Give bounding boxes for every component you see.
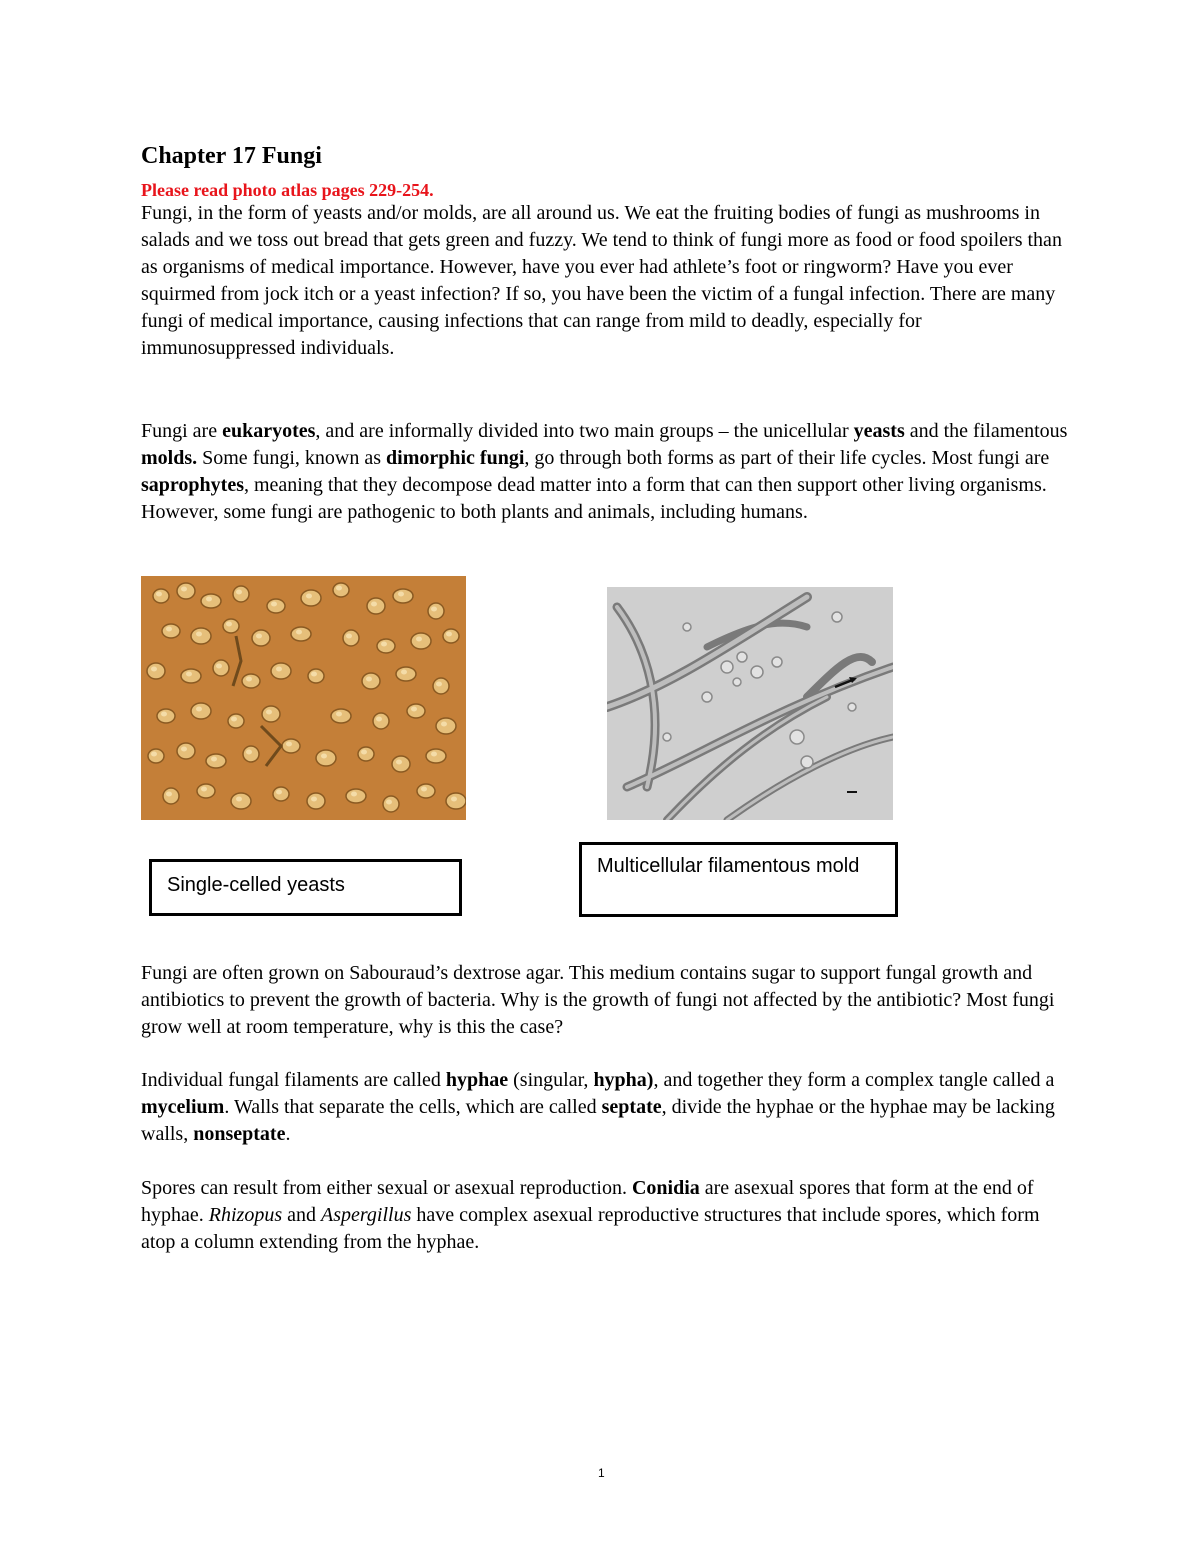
mold-micrograph-image [607,587,893,820]
text-run: have complex asexual reproductive structures that include spores, which form atop a column extending from the hyphae. [141,1204,1040,1253]
bold-term: nonseptate [193,1123,286,1145]
bold-term: hypha) [593,1069,654,1091]
bold-term: mycelium [141,1096,225,1118]
text-run: . [285,1123,291,1145]
yeast-micrograph-image [141,576,466,820]
text-run: Fungi are often grown on Sabouraud’s dextrose agar. This medium contains sugar to support fungal growth and antibiotics to prevent the growth of bacteria. Why is the growth of fungi not affected by the antibiotic? Most fungi grow well at room temperature, why is this the case? [141,962,1055,1038]
reading-assignment: Please read photo atlas pages 229-254. [141,180,434,200]
bold-term: dimorphic fungi [386,447,525,469]
bold-term: septate [601,1096,662,1118]
mold-micrograph [607,587,893,820]
text-run: Spores can result from either sexual or asexual reproduction. [141,1177,632,1199]
text-run: Individual fungal filaments are called [141,1069,446,1091]
yeast-caption: Single-celled yeasts [167,874,345,896]
chapter-title: Chapter 17 Fungi [141,143,322,169]
text-run: and the filamentous [904,420,1068,442]
bold-term: hyphae [445,1069,509,1091]
bold-term: yeasts [853,420,905,442]
spores-paragraph [141,1175,1071,1256]
text-run: Some fungi, known as [197,447,387,469]
text-run: and [282,1204,321,1226]
yeast-micrograph [141,576,466,820]
text-run: , divide the hyphae or the hyphae may be lacking walls, [141,1096,1055,1145]
text-run: , and together they form a complex tangle called a [653,1069,1055,1091]
bold-term: Conidia [631,1177,700,1199]
text-run: , and are informally divided into two main groups – the unicellular [315,420,854,442]
hyphae-paragraph [141,1067,1071,1148]
text-run: are asexual spores that form at the end of hyphae. [141,1177,1034,1226]
text-run: , meaning that they decompose dead matter into a form that can then support other living organisms. However, some fungi are pathogenic to both plants and animals, including humans. [141,474,1047,523]
intro-paragraph [141,200,1071,362]
bold-term: eukaryotes [222,420,316,442]
text-run: (singular, [508,1069,594,1091]
text-run: , go through both forms as part of their life cycles. Most fungi are [524,447,1050,469]
italic-term: Rhizopus [208,1204,283,1226]
text-run: Fungi, in the form of yeasts and/or molds, are all around us. We eat the fruiting bodies of fungi as mushrooms in salads and we toss out bread that gets green and fuzzy. We tend to think of fungi more as food or food spoilers than as organisms of medical importance. However, have you ever had athlete’s foot or ringworm? Have you ever squirmed from jock itch or a yeast infection? If so, you have been the victim of a fungal infection. There are many fungi of medical importance, causing infections that can range from mild to deadly, especially for immunosuppressed individuals. [141,202,1062,359]
italic-term: Aspergillus [321,1204,412,1226]
mold-caption-box [579,842,898,917]
page-number: 1 [598,1466,605,1480]
text-run: . Walls that separate the cells, which are called [224,1096,602,1118]
yeast-caption-box [149,859,462,916]
bold-term: saprophytes [141,474,244,496]
mold-caption: Multicellular filamentous mold [597,855,860,877]
groups-paragraph [141,418,1071,526]
bold-term: molds. [141,447,198,469]
text-run: Fungi are [141,420,223,442]
agar-paragraph [141,960,1071,1041]
